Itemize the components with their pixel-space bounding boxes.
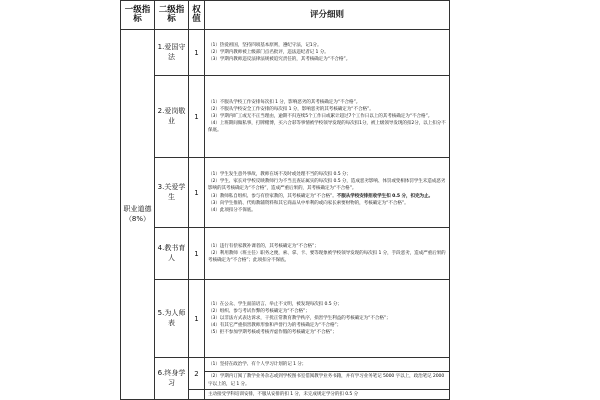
criteria-text: （3）教师私自组织、参与有偿家教的，其考核确定为“不合格”。 (208, 193, 337, 199)
criteria-line: 主动接受学科培训安排，不服从安排的扣 1 分，未完成规定学分的扣 0.5 分 (208, 392, 359, 397)
criteria-line: （1）坚持在政治学、有个人学习计划的记 1 分； (208, 361, 307, 367)
table-row (121, 30, 450, 76)
weight-value: 1 (189, 158, 205, 228)
level2-name: 5.为人师表 (155, 280, 189, 358)
weight-value: 1 (189, 76, 205, 158)
table-row (121, 280, 450, 358)
criteria-line: （2）组织、参与考试作弊的考核确定为“不合格”； (208, 308, 310, 314)
evaluation-form-page (120, 0, 450, 400)
criteria-cell (205, 76, 450, 158)
header-criteria: 评分细则 (205, 1, 450, 30)
level2-name: 6.终身学习 (155, 358, 189, 400)
criteria-line: （1）违行有偿家教补课者的，其考核确定为“不合格”； (208, 243, 319, 249)
weight-value: 2 (189, 358, 205, 390)
criteria-line: （1）不服从学校工作安排每次扣 1 分，影响恶劣的其考核确定为“不合格”。 (208, 99, 361, 105)
criteria-cell (205, 280, 450, 358)
criteria-line: （1）学生发生意外事故，教师在场不及时或处理不当的每次扣 0.5 分； (208, 172, 351, 178)
criteria-cell (205, 358, 450, 372)
level1-cell (121, 30, 155, 400)
evaluation-table (120, 0, 450, 400)
criteria-line: （3）学期内教师违反法律法规被追究责任的，其考核确定为“不合格”。 (208, 57, 351, 63)
criteria-line (208, 193, 446, 200)
header-level2: 二级指标 (155, 1, 189, 30)
criteria-line: （4）此项扣分不保底。 (208, 207, 256, 213)
criteria-line: （5）拒不参加学期考核或考核弄虚作假的考核确定为“不合格”； (208, 330, 337, 336)
level2-name: 2.爱岗敬业 (155, 76, 189, 158)
criteria-line: （4）上班期间做私事，打牌赌博，买六合彩等事情被学校领导发现的每次扣1分，被上级领导发现的扣2分，以上扣分不保底。 (208, 121, 446, 134)
level2-name: 3.关爱学生 (155, 158, 189, 228)
table-row (121, 358, 450, 372)
criteria-cell (205, 390, 450, 400)
criteria-line: （4）有其它严重损害教师形象和声誉行为的考核确定为“不合格”； (208, 323, 342, 329)
criteria-cell (205, 228, 450, 280)
criteria-line: （2）不服从学校安全工作安排的每次扣 1 分，影响恶劣的其考核确定为“不合格”。 (208, 106, 374, 112)
table-row (121, 158, 450, 228)
level1-name: 职业道德 (123, 205, 152, 214)
header-level1: 一级指标 (121, 1, 155, 30)
criteria-line: （2）学期内教师被上级部门点名批评，违法违纪者记 1 分。 (208, 49, 329, 55)
weight-value: 1 (189, 280, 205, 358)
criteria-line: （2）学期内订阅了教学业务杂志或到学校图书室借阅教学业务书籍，并有学习业务笔记 5000 字以上，政治笔记 2000 字以上的，记 1 分。 (208, 374, 445, 387)
criteria-line: （2）学生、家长对学校反映教师行为不当且查证属实的每次扣 0.5 分，造成恶劣影响、体罚或变相体罚学生未造成恶劣影响的其考核确定为“不合格”，造成严重后果的，其考核确定为“不合格”。 (208, 179, 446, 192)
table-row (121, 76, 450, 158)
criteria-cell (205, 372, 450, 390)
criteria-line: （2）利用教师（班主任）职务之便，索、拿、卡、要等现象被学校领导发现的每次扣 1 分，手段恶劣，造成严重后果的考核确定为“不合格”；此项扣分不保底。 (208, 250, 446, 264)
criteria-line: （3）向学生推销、代购教辅资料和其它商品从中牟利的或向家长索要财物的，考核确定为“不合格”。 (208, 200, 409, 206)
level2-name: 4.教书育人 (155, 228, 189, 280)
weight-value: 1 (189, 228, 205, 280)
weight-value (189, 390, 205, 400)
level2-name: 1.爱国守法 (155, 30, 189, 76)
criteria-line: （1）热爱祖国，坚持四项基本原则，遵纪守法，记1分。 (208, 42, 322, 48)
table-row (121, 228, 450, 280)
header-row (121, 1, 450, 30)
criteria-line: （3）以非法方式表达诉求，干扰正常教育教学秩序，损害学生利益的考核确定为“不合格”； (208, 315, 391, 321)
criteria-line: （1）在公众、学生面前语言、举止不文明，被发现每次扣 0.5 分； (208, 301, 342, 307)
criteria-cell (205, 158, 450, 228)
criteria-cell (205, 30, 450, 76)
header-weight: 权值 (189, 1, 205, 30)
criteria-bold-text: 不服从学校安排拒收学生扣 0.5 分，扣完为止。 (336, 193, 433, 199)
criteria-line: （3）学期内旷工或无不正当理由，逾期不归连续5个工作日或累计超过7个工作日以上的其考核确定为“不合格”。 (208, 113, 433, 119)
level1-note: （8%） (124, 214, 151, 223)
weight-value: 1 (189, 30, 205, 76)
